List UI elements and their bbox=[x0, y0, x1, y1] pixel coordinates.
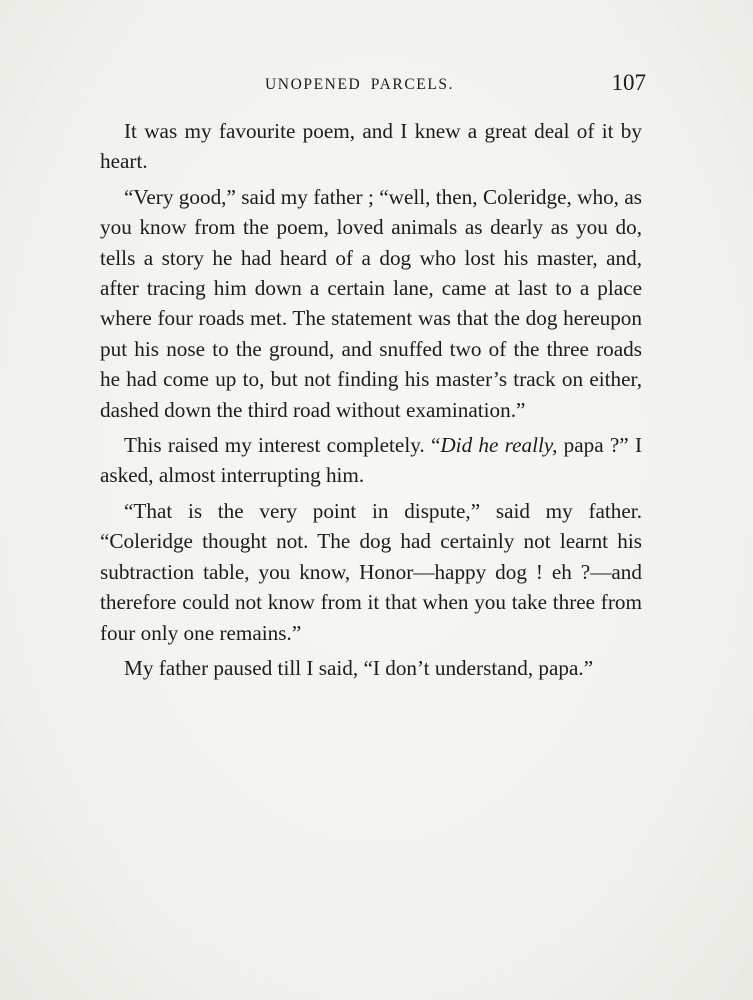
page-number: 107 bbox=[611, 70, 646, 95]
running-title: UNOPENED PARCELS. bbox=[265, 76, 455, 93]
paragraph-3-end: papa ?” I asked, almost interrupting him. bbox=[100, 433, 642, 488]
paragraph-4: “That is the very point in dispute,” said my father. “Coleridge thought not. The dog had certainly not learnt his subtraction table, you know, Honor—happy dog ! eh ?—and therefore could not know from it that when you take three from four only one remains.” bbox=[100, 498, 642, 645]
paragraph-3-start: This raised my interest completely. “ bbox=[124, 433, 441, 458]
page-header bbox=[100, 70, 646, 104]
paragraph-3-italic: Did he really, bbox=[440, 433, 558, 458]
paragraph-3 bbox=[100, 430, 642, 491]
paragraph-2: “Very good,” said my father ; “well, then, Coleridge, who, as you know from the poem, loved animals as dearly as you do, tells a story he had heard of a dog who lost his master, and, after tracing him down a certain lane, came at last to a place where four roads met. The statement was that the dog hereupon put his nose to the ground, and snuffed two of the three roads he had come up to, but not finding his master’s track on either, dashed down the third road without examination.” bbox=[100, 184, 642, 422]
paragraph-1: It was my favourite poem, and I knew a great deal of it by heart. bbox=[100, 119, 642, 174]
body-text bbox=[100, 116, 642, 683]
paragraph-5: My father paused till I said, “I don’t understand, papa.” bbox=[124, 655, 594, 680]
